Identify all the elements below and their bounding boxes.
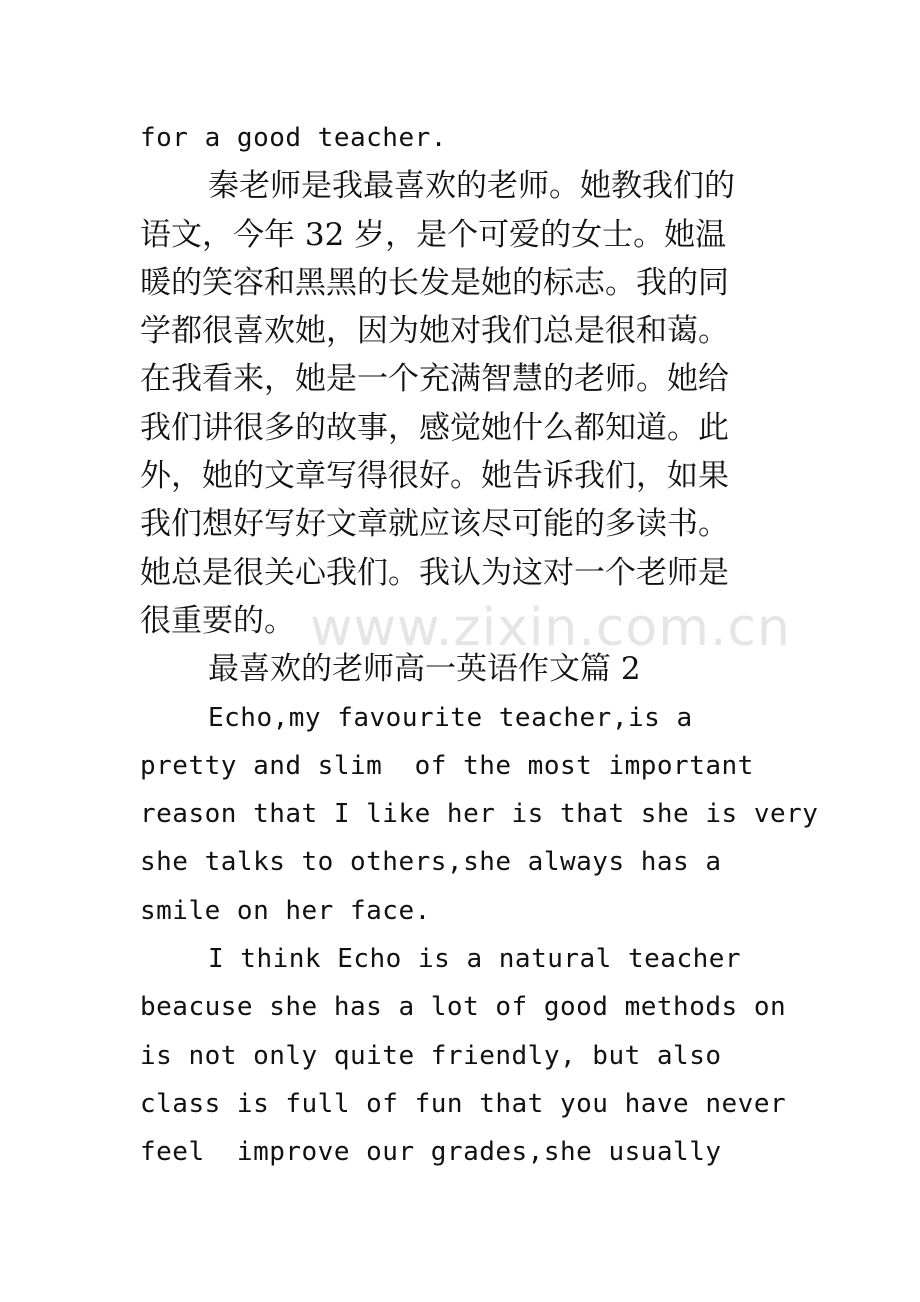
text-line: for a good teacher. <box>140 123 447 153</box>
text-line: 外，她的文章写得很好。她告诉我们，如果 <box>140 458 729 495</box>
text-line: smile on her face. <box>140 895 431 926</box>
text-line: 秦老师是我最喜欢的老师。她教我们的 <box>208 168 735 205</box>
text-line: beacuse she has a lot of good methods on <box>140 992 787 1023</box>
section-heading: 最喜欢的老师高一英语作文篇 2 <box>208 651 641 688</box>
text-line: 学都很喜欢她，因为她对我们总是很和蔼。 <box>140 313 729 350</box>
text-line: she talks to others,she always has a <box>140 847 722 878</box>
text-line: 在我看来，她是一个充满智慧的老师。她给 <box>140 361 729 398</box>
text-line: pretty and slim of the most important <box>140 750 754 781</box>
text-line: I think Echo is a natural teacher <box>208 944 742 975</box>
text-line: 我们讲很多的故事，感觉她什么都知道。此 <box>140 409 729 446</box>
text-line: 很重要的。 <box>140 602 295 639</box>
document-body <box>140 114 819 1177</box>
text-line: is not only quite friendly, but also <box>140 1040 722 1071</box>
watermark: www.zixin.com.cn <box>310 598 791 658</box>
text-line: class is full of fun that you have never <box>140 1088 787 1119</box>
text-line: 我们想好写好文章就应该尽可能的多读书。 <box>140 506 729 543</box>
text-line: reason that I like her is that she is very <box>140 799 819 830</box>
text-line: 暖的笑容和黑黑的长发是她的标志。我的同 <box>140 264 729 301</box>
text-line: 她总是很关心我们。我认为这对一个老师是 <box>140 554 729 591</box>
text-line: feel improve our grades,she usually <box>140 1137 722 1168</box>
text-line: 语文，今年 32 岁，是个可爱的女士。她温 <box>140 216 727 253</box>
text-line: Echo,my favourite teacher,is a <box>208 702 693 733</box>
